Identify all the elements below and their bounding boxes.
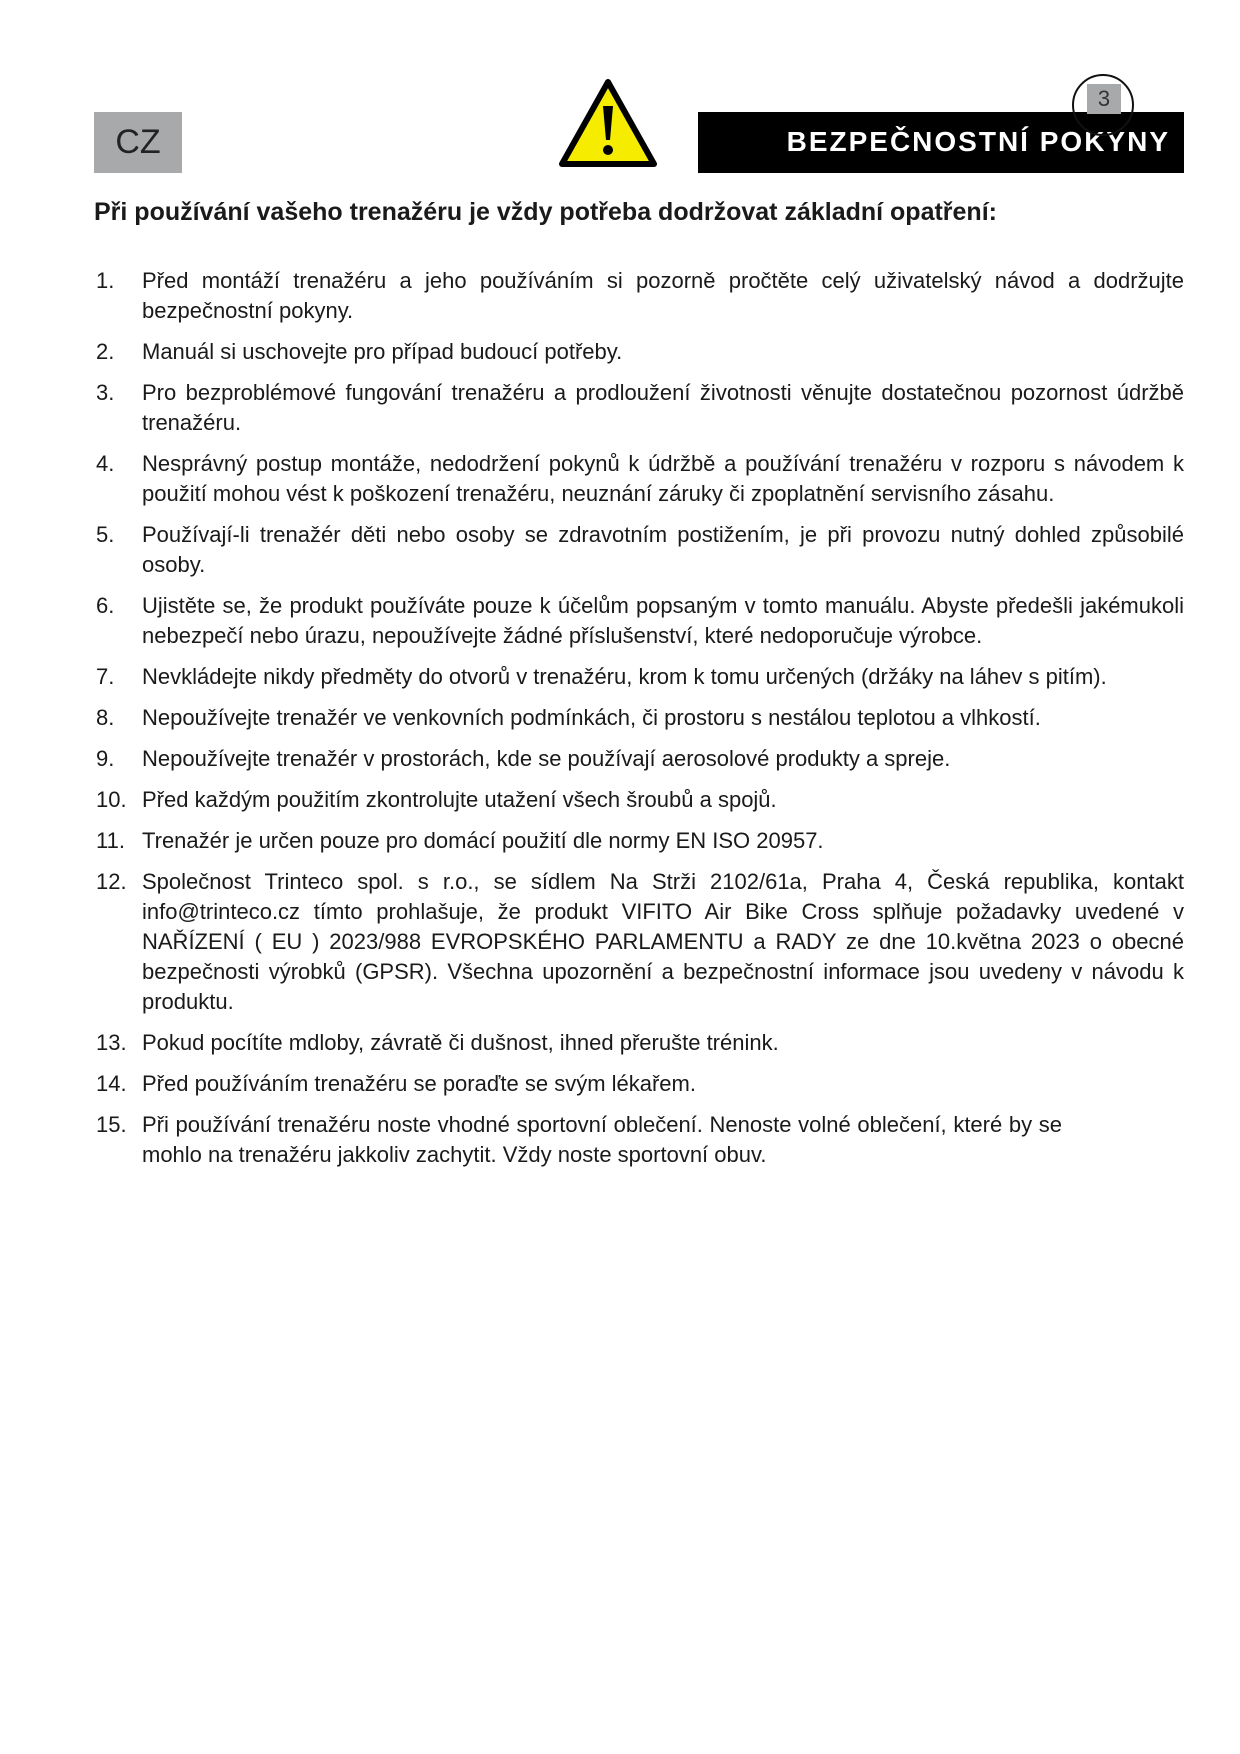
language-badge (94, 112, 182, 173)
page-number: 3 (1087, 84, 1121, 114)
warning-triangle-icon (558, 78, 658, 168)
item-number: 4. (96, 451, 115, 476)
item-text: Před každým použitím zkontrolujte utažení všech šroubů a spojů. (142, 787, 777, 812)
list-item (96, 1069, 1184, 1099)
list-item (96, 591, 1184, 651)
item-number: 8. (96, 705, 115, 730)
item-number: 3. (96, 380, 115, 405)
item-number: 12. (96, 869, 127, 894)
language-label: CZ (115, 123, 161, 161)
section-title: BEZPEČNOSTNÍ POKYNY (786, 126, 1170, 157)
item-text: Trenažér je určen pouze pro domácí použití dle normy EN ISO 20957. (142, 828, 824, 853)
list-item (96, 337, 1184, 367)
item-number: 5. (96, 522, 115, 547)
list-item (96, 662, 1184, 692)
list-item (96, 266, 1184, 326)
item-number: 10. (96, 787, 127, 812)
item-text: Nepoužívejte trenažér ve venkovních podmínkách, či prostoru s nestálou teplotou a vlhkostí. (142, 705, 1041, 730)
item-number: 1. (96, 268, 115, 293)
page-number-badge (1072, 74, 1134, 136)
item-number: 11. (96, 828, 125, 853)
list-item (96, 1110, 1184, 1170)
safety-list (96, 266, 1184, 1181)
item-text: Nepoužívejte trenažér v prostorách, kde se používají aerosolové produkty a spreje. (142, 746, 951, 771)
item-text: Manuál si uschovejte pro případ budoucí potřeby. (142, 339, 623, 364)
item-number: 15. (96, 1112, 127, 1137)
list-item (96, 1028, 1184, 1058)
item-text: Nesprávný postup montáže, nedodržení pokynů k údržbě a používání trenažéru v rozporu s návodem k použití mohou vést k poškození trenažéru, neuznání záruky či zpoplatnění servisního zásahu. (142, 451, 1184, 506)
list-item (96, 826, 1184, 856)
item-text: Ujistěte se, že produkt používáte pouze k účelům popsaným v tomto manuálu. Abyste předešli jakémukoli nebezpečí nebo úrazu, nepoužívejte žádné příslušenství, které nedoporučuje výrobce. (142, 593, 1184, 648)
list-item (96, 867, 1184, 1017)
item-number: 14. (96, 1071, 127, 1096)
item-text: Při používání trenažéru noste vhodné sportovní oblečení. Nenoste volné oblečení, které by se mohlo na trenažéru jakkoliv zachytit. Vždy noste sportovní obuv. (142, 1112, 1062, 1167)
list-item (96, 785, 1184, 815)
item-number: 6. (96, 593, 115, 618)
item-text: Pokud pocítíte mdloby, závratě či dušnost, ihned přerušte trénink. (142, 1030, 779, 1055)
item-number: 7. (96, 664, 115, 689)
item-number: 13. (96, 1030, 127, 1055)
list-item (96, 703, 1184, 733)
item-text: Před používáním trenažéru se poraďte se svým lékařem. (142, 1071, 696, 1096)
item-text: Používají-li trenažér děti nebo osoby se zdravotním postižením, je při provozu nutný dohled způsobilé osoby. (142, 522, 1184, 577)
item-text: Nevkládejte nikdy předměty do otvorů v trenažéru, krom k tomu určených (držáky na láhev s pitím). (142, 664, 1107, 689)
item-number: 2. (96, 339, 115, 364)
list-item (96, 520, 1184, 580)
list-item (96, 378, 1184, 438)
item-text: Společnost Trinteco spol. s r.o., se sídlem Na Strži 2102/61a, Praha 4, Česká republika, kontakt info@trinteco.cz tímto prohlašuje, že produkt VIFITO Air Bike Cross splňuje požadavky uvedené v NAŘÍZENÍ ( EU ) 2023/988 EVROPSKÉHO PARLAMENTU a RADY ze dne 10.května 2023 o obecné bezpečnosti výrobků (GPSR). Všechna upozornění a bezpečnostní informace jsou uvedeny v návodu k produktu. (142, 869, 1184, 1014)
list-item (96, 744, 1184, 774)
item-text: Pro bezproblémové fungování trenažéru a prodloužení životnosti věnujte dostatečnou pozornost údržbě trenažéru. (142, 380, 1184, 435)
item-number: 9. (96, 746, 115, 771)
page-heading: Při používání vašeho trenažéru je vždy potřeba dodržovat základní opatření: (94, 198, 997, 226)
item-text: Před montáží trenažéru a jeho používáním si pozorně pročtěte celý uživatelský návod a dodržujte bezpečnostní pokyny. (142, 268, 1184, 323)
list-item (96, 449, 1184, 509)
